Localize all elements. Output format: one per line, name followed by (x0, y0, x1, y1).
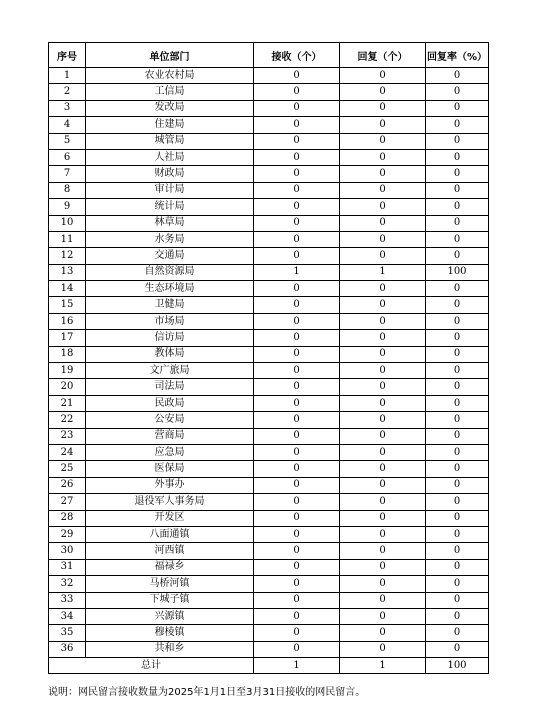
cell-received: 0 (254, 182, 340, 198)
cell-seq: 23 (49, 428, 86, 444)
cell-replied: 0 (340, 117, 426, 133)
cell-replied: 0 (340, 559, 426, 575)
table-row (49, 133, 489, 149)
cell-replied: 0 (340, 182, 426, 198)
cell-rate: 0 (426, 330, 489, 346)
cell-rate: 100 (426, 264, 489, 280)
cell-replied: 0 (340, 84, 426, 100)
cell-seq: 6 (49, 149, 86, 165)
cell-rate: 0 (426, 346, 489, 362)
cell-dept: 营商局 (86, 428, 254, 444)
cell-rate: 0 (426, 68, 489, 84)
cell-replied: 1 (340, 264, 426, 280)
cell-replied: 0 (340, 608, 426, 624)
table-row (49, 100, 489, 116)
cell-received: 0 (254, 543, 340, 559)
cell-dept: 市场局 (86, 313, 254, 329)
cell-received: 0 (254, 625, 340, 641)
cell-replied: 0 (340, 641, 426, 657)
cell-replied: 0 (340, 526, 426, 542)
table-row (49, 510, 489, 526)
table-header-row (49, 43, 489, 68)
cell-received: 0 (254, 592, 340, 608)
cell-rate: 0 (426, 477, 489, 493)
cell-received: 0 (254, 428, 340, 444)
cell-dept: 民政局 (86, 395, 254, 411)
cell-seq: 33 (49, 592, 86, 608)
total-label: 总计 (49, 658, 254, 674)
cell-received: 0 (254, 395, 340, 411)
cell-rate: 0 (426, 641, 489, 657)
cell-rate: 0 (426, 444, 489, 460)
header-rate: 回复率（%） (426, 43, 489, 68)
table-row (49, 297, 489, 313)
header-dept: 单位部门 (86, 43, 254, 68)
cell-dept: 司法局 (86, 379, 254, 395)
cell-seq: 26 (49, 477, 86, 493)
cell-received: 0 (254, 494, 340, 510)
cell-rate: 0 (426, 461, 489, 477)
cell-replied: 0 (340, 379, 426, 395)
cell-seq: 19 (49, 363, 86, 379)
cell-rate: 0 (426, 625, 489, 641)
cell-received: 0 (254, 608, 340, 624)
cell-dept: 交通局 (86, 248, 254, 264)
cell-rate: 0 (426, 231, 489, 247)
cell-received: 0 (254, 641, 340, 657)
cell-rate: 0 (426, 608, 489, 624)
cell-replied: 0 (340, 625, 426, 641)
cell-seq: 35 (49, 625, 86, 641)
table-row (49, 313, 489, 329)
cell-dept: 河西镇 (86, 543, 254, 559)
cell-replied: 0 (340, 330, 426, 346)
cell-replied: 0 (340, 68, 426, 84)
cell-received: 0 (254, 379, 340, 395)
table-row (49, 428, 489, 444)
table-row (49, 84, 489, 100)
cell-seq: 8 (49, 182, 86, 198)
cell-seq: 31 (49, 559, 86, 575)
cell-received: 0 (254, 117, 340, 133)
cell-dept: 马桥河镇 (86, 576, 254, 592)
total-received: 1 (254, 658, 340, 674)
cell-seq: 13 (49, 264, 86, 280)
table-row (49, 182, 489, 198)
cell-dept: 下城子镇 (86, 592, 254, 608)
cell-dept: 退役军人事务局 (86, 494, 254, 510)
cell-seq: 20 (49, 379, 86, 395)
cell-received: 0 (254, 84, 340, 100)
table-row (49, 248, 489, 264)
cell-seq: 12 (49, 248, 86, 264)
table-row (49, 149, 489, 165)
table-row (49, 477, 489, 493)
cell-rate: 0 (426, 363, 489, 379)
cell-rate: 0 (426, 100, 489, 116)
table-row (49, 576, 489, 592)
cell-received: 0 (254, 68, 340, 84)
cell-received: 0 (254, 231, 340, 247)
cell-dept: 教体局 (86, 346, 254, 362)
message-stats-table (48, 42, 489, 674)
cell-rate: 0 (426, 166, 489, 182)
table-row (49, 68, 489, 84)
cell-seq: 5 (49, 133, 86, 149)
table-row (49, 412, 489, 428)
cell-dept: 生态环境局 (86, 281, 254, 297)
cell-replied: 0 (340, 149, 426, 165)
cell-dept: 城管局 (86, 133, 254, 149)
cell-dept: 财政局 (86, 166, 254, 182)
cell-replied: 0 (340, 592, 426, 608)
cell-replied: 0 (340, 494, 426, 510)
header-seq: 序号 (49, 43, 86, 68)
cell-dept: 公安局 (86, 412, 254, 428)
cell-rate: 0 (426, 313, 489, 329)
cell-seq: 11 (49, 231, 86, 247)
cell-rate: 0 (426, 84, 489, 100)
cell-received: 0 (254, 559, 340, 575)
cell-replied: 0 (340, 412, 426, 428)
cell-dept: 审计局 (86, 182, 254, 198)
cell-replied: 0 (340, 477, 426, 493)
footnote: 说明：网民留言接收数量为2025年1月1日至3月31日接收的网民留言。 (48, 687, 366, 698)
cell-seq: 15 (49, 297, 86, 313)
cell-seq: 16 (49, 313, 86, 329)
cell-replied: 0 (340, 510, 426, 526)
cell-dept: 福禄乡 (86, 559, 254, 575)
cell-received: 0 (254, 248, 340, 264)
cell-received: 0 (254, 215, 340, 231)
cell-rate: 0 (426, 428, 489, 444)
cell-seq: 24 (49, 444, 86, 460)
cell-dept: 卫健局 (86, 297, 254, 313)
cell-rate: 0 (426, 117, 489, 133)
cell-replied: 0 (340, 444, 426, 460)
cell-rate: 0 (426, 559, 489, 575)
cell-received: 0 (254, 133, 340, 149)
cell-dept: 统计局 (86, 199, 254, 215)
table-row (49, 608, 489, 624)
cell-dept: 自然资源局 (86, 264, 254, 280)
table-row (49, 330, 489, 346)
cell-dept: 医保局 (86, 461, 254, 477)
cell-replied: 0 (340, 428, 426, 444)
cell-received: 0 (254, 100, 340, 116)
cell-replied: 0 (340, 346, 426, 362)
table-body (49, 68, 489, 658)
table-row (49, 641, 489, 657)
cell-rate: 0 (426, 199, 489, 215)
cell-seq: 7 (49, 166, 86, 182)
cell-received: 0 (254, 149, 340, 165)
cell-dept: 应急局 (86, 444, 254, 460)
cell-replied: 0 (340, 461, 426, 477)
cell-seq: 2 (49, 84, 86, 100)
header-replied: 回复（个） (340, 43, 426, 68)
table-row (49, 543, 489, 559)
cell-dept: 住建局 (86, 117, 254, 133)
cell-dept: 八面通镇 (86, 526, 254, 542)
cell-seq: 22 (49, 412, 86, 428)
cell-replied: 0 (340, 166, 426, 182)
cell-seq: 34 (49, 608, 86, 624)
cell-dept: 信访局 (86, 330, 254, 346)
cell-received: 0 (254, 526, 340, 542)
cell-seq: 9 (49, 199, 86, 215)
table-row (49, 166, 489, 182)
cell-received: 0 (254, 297, 340, 313)
table-row (49, 363, 489, 379)
cell-seq: 32 (49, 576, 86, 592)
cell-replied: 0 (340, 281, 426, 297)
cell-dept: 农业农村局 (86, 68, 254, 84)
cell-seq: 17 (49, 330, 86, 346)
cell-received: 0 (254, 461, 340, 477)
table-row (49, 264, 489, 280)
table-row (49, 231, 489, 247)
cell-received: 0 (254, 412, 340, 428)
cell-received: 0 (254, 313, 340, 329)
cell-dept: 开发区 (86, 510, 254, 526)
cell-dept: 文广旅局 (86, 363, 254, 379)
cell-received: 0 (254, 510, 340, 526)
cell-rate: 0 (426, 215, 489, 231)
cell-received: 0 (254, 281, 340, 297)
table-row (49, 199, 489, 215)
total-replied: 1 (340, 658, 426, 674)
cell-rate: 0 (426, 133, 489, 149)
table-row (49, 117, 489, 133)
cell-received: 0 (254, 363, 340, 379)
cell-rate: 0 (426, 412, 489, 428)
table-row (49, 526, 489, 542)
cell-received: 0 (254, 477, 340, 493)
cell-dept: 水务局 (86, 231, 254, 247)
total-row (49, 658, 489, 674)
cell-replied: 0 (340, 395, 426, 411)
cell-replied: 0 (340, 100, 426, 116)
table-row (49, 395, 489, 411)
table-row (49, 346, 489, 362)
cell-seq: 36 (49, 641, 86, 657)
cell-seq: 27 (49, 494, 86, 510)
table-row (49, 379, 489, 395)
cell-seq: 21 (49, 395, 86, 411)
cell-rate: 0 (426, 248, 489, 264)
cell-replied: 0 (340, 297, 426, 313)
cell-seq: 18 (49, 346, 86, 362)
cell-dept: 发改局 (86, 100, 254, 116)
table-row (49, 281, 489, 297)
cell-rate: 0 (426, 281, 489, 297)
cell-seq: 10 (49, 215, 86, 231)
cell-rate: 0 (426, 395, 489, 411)
cell-rate: 0 (426, 543, 489, 559)
cell-rate: 0 (426, 379, 489, 395)
header-received: 接收（个） (254, 43, 340, 68)
cell-rate: 0 (426, 297, 489, 313)
cell-seq: 29 (49, 526, 86, 542)
table-row (49, 494, 489, 510)
cell-received: 0 (254, 166, 340, 182)
cell-replied: 0 (340, 199, 426, 215)
cell-received: 0 (254, 346, 340, 362)
cell-dept: 兴源镇 (86, 608, 254, 624)
cell-received: 1 (254, 264, 340, 280)
cell-seq: 25 (49, 461, 86, 477)
cell-dept: 工信局 (86, 84, 254, 100)
cell-seq: 1 (49, 68, 86, 84)
cell-rate: 0 (426, 149, 489, 165)
cell-rate: 0 (426, 494, 489, 510)
table-row (49, 461, 489, 477)
table-row (49, 625, 489, 641)
cell-replied: 0 (340, 543, 426, 559)
cell-rate: 0 (426, 510, 489, 526)
cell-dept: 穆棱镇 (86, 625, 254, 641)
table-row (49, 444, 489, 460)
cell-rate: 0 (426, 576, 489, 592)
cell-replied: 0 (340, 215, 426, 231)
cell-seq: 4 (49, 117, 86, 133)
table-row (49, 592, 489, 608)
cell-replied: 0 (340, 576, 426, 592)
cell-replied: 0 (340, 363, 426, 379)
cell-rate: 0 (426, 592, 489, 608)
cell-received: 0 (254, 330, 340, 346)
cell-dept: 林草局 (86, 215, 254, 231)
cell-dept: 人社局 (86, 149, 254, 165)
cell-replied: 0 (340, 231, 426, 247)
cell-replied: 0 (340, 313, 426, 329)
table-row (49, 559, 489, 575)
cell-received: 0 (254, 444, 340, 460)
cell-dept: 外事办 (86, 477, 254, 493)
cell-seq: 14 (49, 281, 86, 297)
cell-received: 0 (254, 199, 340, 215)
total-rate: 100 (426, 658, 489, 674)
cell-seq: 30 (49, 543, 86, 559)
cell-rate: 0 (426, 182, 489, 198)
table-row (49, 215, 489, 231)
cell-rate: 0 (426, 526, 489, 542)
cell-replied: 0 (340, 248, 426, 264)
cell-seq: 3 (49, 100, 86, 116)
cell-replied: 0 (340, 133, 426, 149)
cell-seq: 28 (49, 510, 86, 526)
cell-dept: 共和乡 (86, 641, 254, 657)
cell-received: 0 (254, 576, 340, 592)
